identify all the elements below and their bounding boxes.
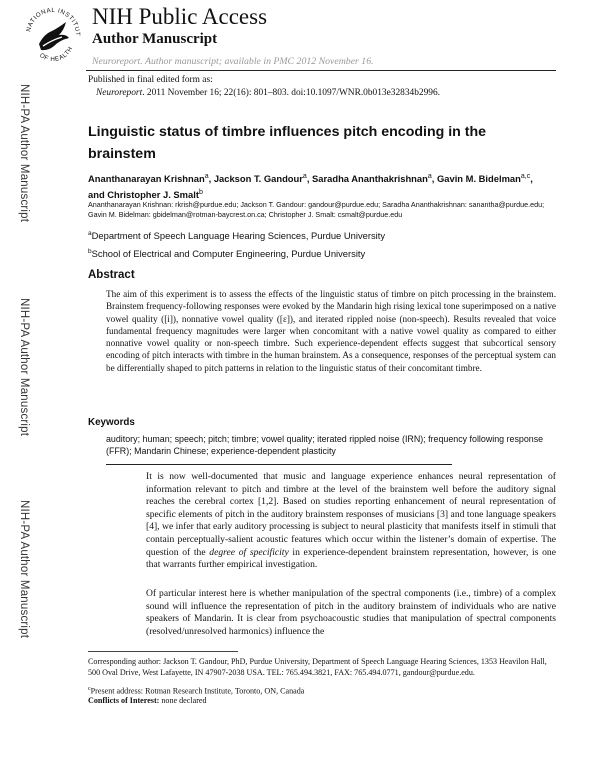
side-label-2: NIH-PA Author Manuscript <box>18 298 30 437</box>
author-affil-mark: a,c <box>520 173 531 180</box>
body-p1-text: It is now well-documented that music and language experience enhances neural representation of information relevant to pitch and timbre at the level of the brainstem well before the auditory signal reaches the cerebral cortex [1,2]. Based on studies reporting enhancement of neural representation of specific elements of pitch in the auditory brainstem responses of musicians [3] and tone language speakers [4], we infer that early auditory processing is subject to neural plasticity that manifests itself in stimuli that contain perceptually-salient acoustic features which occur within the listener’s domain of expertise. The question of the <box>146 471 556 558</box>
author-emails: Ananthanarayan Krishnan: rkrish@purdue.edu; Jackson T. Gandour: gandour@purdue.edu; Saradha Ananthakrishnan: sanantha@purdue.edu; Gavin M. Bidelman: gbidelman@rotman-baycrest.on.ca; Christopher J. Smalt: csmalt@purdue.edu <box>88 200 545 219</box>
author-name: , and Christopher J. Smalt <box>88 173 533 201</box>
header-rule <box>86 70 556 71</box>
published-label: Published in final edited form as: <box>88 75 213 85</box>
author-affil-mark: a <box>204 173 209 180</box>
keywords-text: auditory; human; speech; pitch; timbre; vowel quality; iterated rippled noise (IRN); frequency following response (FFR); Mandarin Chinese; experience-dependent plasticity <box>106 434 544 457</box>
hhs-eagle-icon <box>22 4 84 66</box>
body-paragraph-1 <box>146 471 556 572</box>
keywords-rule <box>106 464 452 465</box>
citation-details: . 2011 November 16; 22(16): 801–803. doi:10.1097/WNR.0b013e32834b2996. <box>142 88 440 98</box>
accepted-line <box>92 56 374 67</box>
author-manuscript-label: Author Manuscript <box>92 31 218 47</box>
footnote-rule <box>88 651 238 652</box>
author-name: , Saradha Ananthakrishnan <box>306 173 428 185</box>
side-label-1: NIH-PA Author Manuscript <box>18 84 30 223</box>
affiliation-a <box>88 230 385 241</box>
affiliation-a-mark: a <box>88 230 92 237</box>
author-name: , Gavin M. Bidelman <box>431 173 521 185</box>
body-p1-text-end: in experience-dependent brainstem representation, however, is one that warrants further empirical investigation. <box>146 546 556 571</box>
body-p1-emphasis: degree of specificity <box>209 546 289 558</box>
author-list <box>88 170 548 202</box>
author-affil-mark: a <box>302 173 307 180</box>
author-affil-mark: a <box>427 173 432 180</box>
nih-public-access-heading: NIH Public Access <box>92 4 268 29</box>
footnote-c-mark: c <box>88 686 91 692</box>
side-label-3: NIH-PA Author Manuscript <box>18 500 30 639</box>
abstract-heading: Abstract <box>88 269 135 281</box>
author-affil-mark: b <box>198 189 203 197</box>
accepted-line-text: Neuroreport. Author manuscript; available in PMC 2012 November 16. <box>92 56 374 67</box>
footnote-present-text: Present address: Rotman Research Institute, Toronto, ON, Canada <box>90 686 305 696</box>
conflicts-value: none declared <box>159 696 207 705</box>
body-paragraph-2: Of particular interest here is whether manipulation of the spectral components (i.e., timbre) of a complex sound will influence the representation of pitch in the auditory brainstem of individuals who are native speakers of Mandarin. It is clear from psychoacoustic studies that manipulation of spectral components (resolved/unresolved harmonics) influence the <box>146 588 556 637</box>
citation-journal: Neuroreport <box>96 88 143 98</box>
abstract-text: The aim of this experiment is to assess the effects of the linguistic status of timbre on pitch processing in the brainstem. Brainstem frequency-following responses were evoked by the Mandarin high rising lexical tone superimposed on a native vowel quality ([i]), nonnative vowel quality ([ɛ]), and iterated rippled noise (non-speech). Results revealed that voice fundamental frequency magnitudes were larger when concomitant with a native vowel quality as compared to either nonnative vowel quality or non-speech timbre. Such experience-dependent effects suggest that subcortical sensory encoding of pitch interacts with timbre in the human brainstem. As a consequence, responses of the perceptual system can be differentially shaped to pitch patterns in relation to the linguistic status of their concomitant timbre. <box>106 289 556 373</box>
citation <box>96 88 440 98</box>
conflicts-label: Conflicts of Interest: <box>88 696 160 705</box>
svg-text:OF HEALTH: OF HEALTH <box>38 45 75 64</box>
keywords-heading: Keywords <box>88 417 135 428</box>
footnote-corresponding: Corresponding author: Jackson T. Gandour, PhD, Purdue University, Department of Speech Language Hearing Sciences, 1353 Heavilon Hall, 500 Oval Drive, West Lafayette, IN 47907-2038 USA. TEL: 765.494.3821, FAX: 765.494.0771, gandour@purdue.edu. <box>88 657 547 677</box>
article-title: Linguistic status of timbre influences pitch encoding in the brainstem <box>88 124 487 162</box>
conflicts-of-interest <box>88 696 556 707</box>
affiliation-a-text: Department of Speech Language Hearing Sciences, Purdue University <box>91 230 386 242</box>
author-name: , Jackson T. Gandour <box>208 173 303 185</box>
affiliation-b <box>88 248 365 259</box>
author-name: Ananthanarayan Krishnan <box>88 173 205 185</box>
svg-text:NATIONAL INSTITUTES: NATIONAL INSTITUT <box>25 6 82 37</box>
affiliation-b-text: School of Electrical and Computer Engineering, Purdue University <box>91 248 366 260</box>
affiliation-b-mark: b <box>88 248 92 255</box>
nih-logo <box>22 4 84 66</box>
